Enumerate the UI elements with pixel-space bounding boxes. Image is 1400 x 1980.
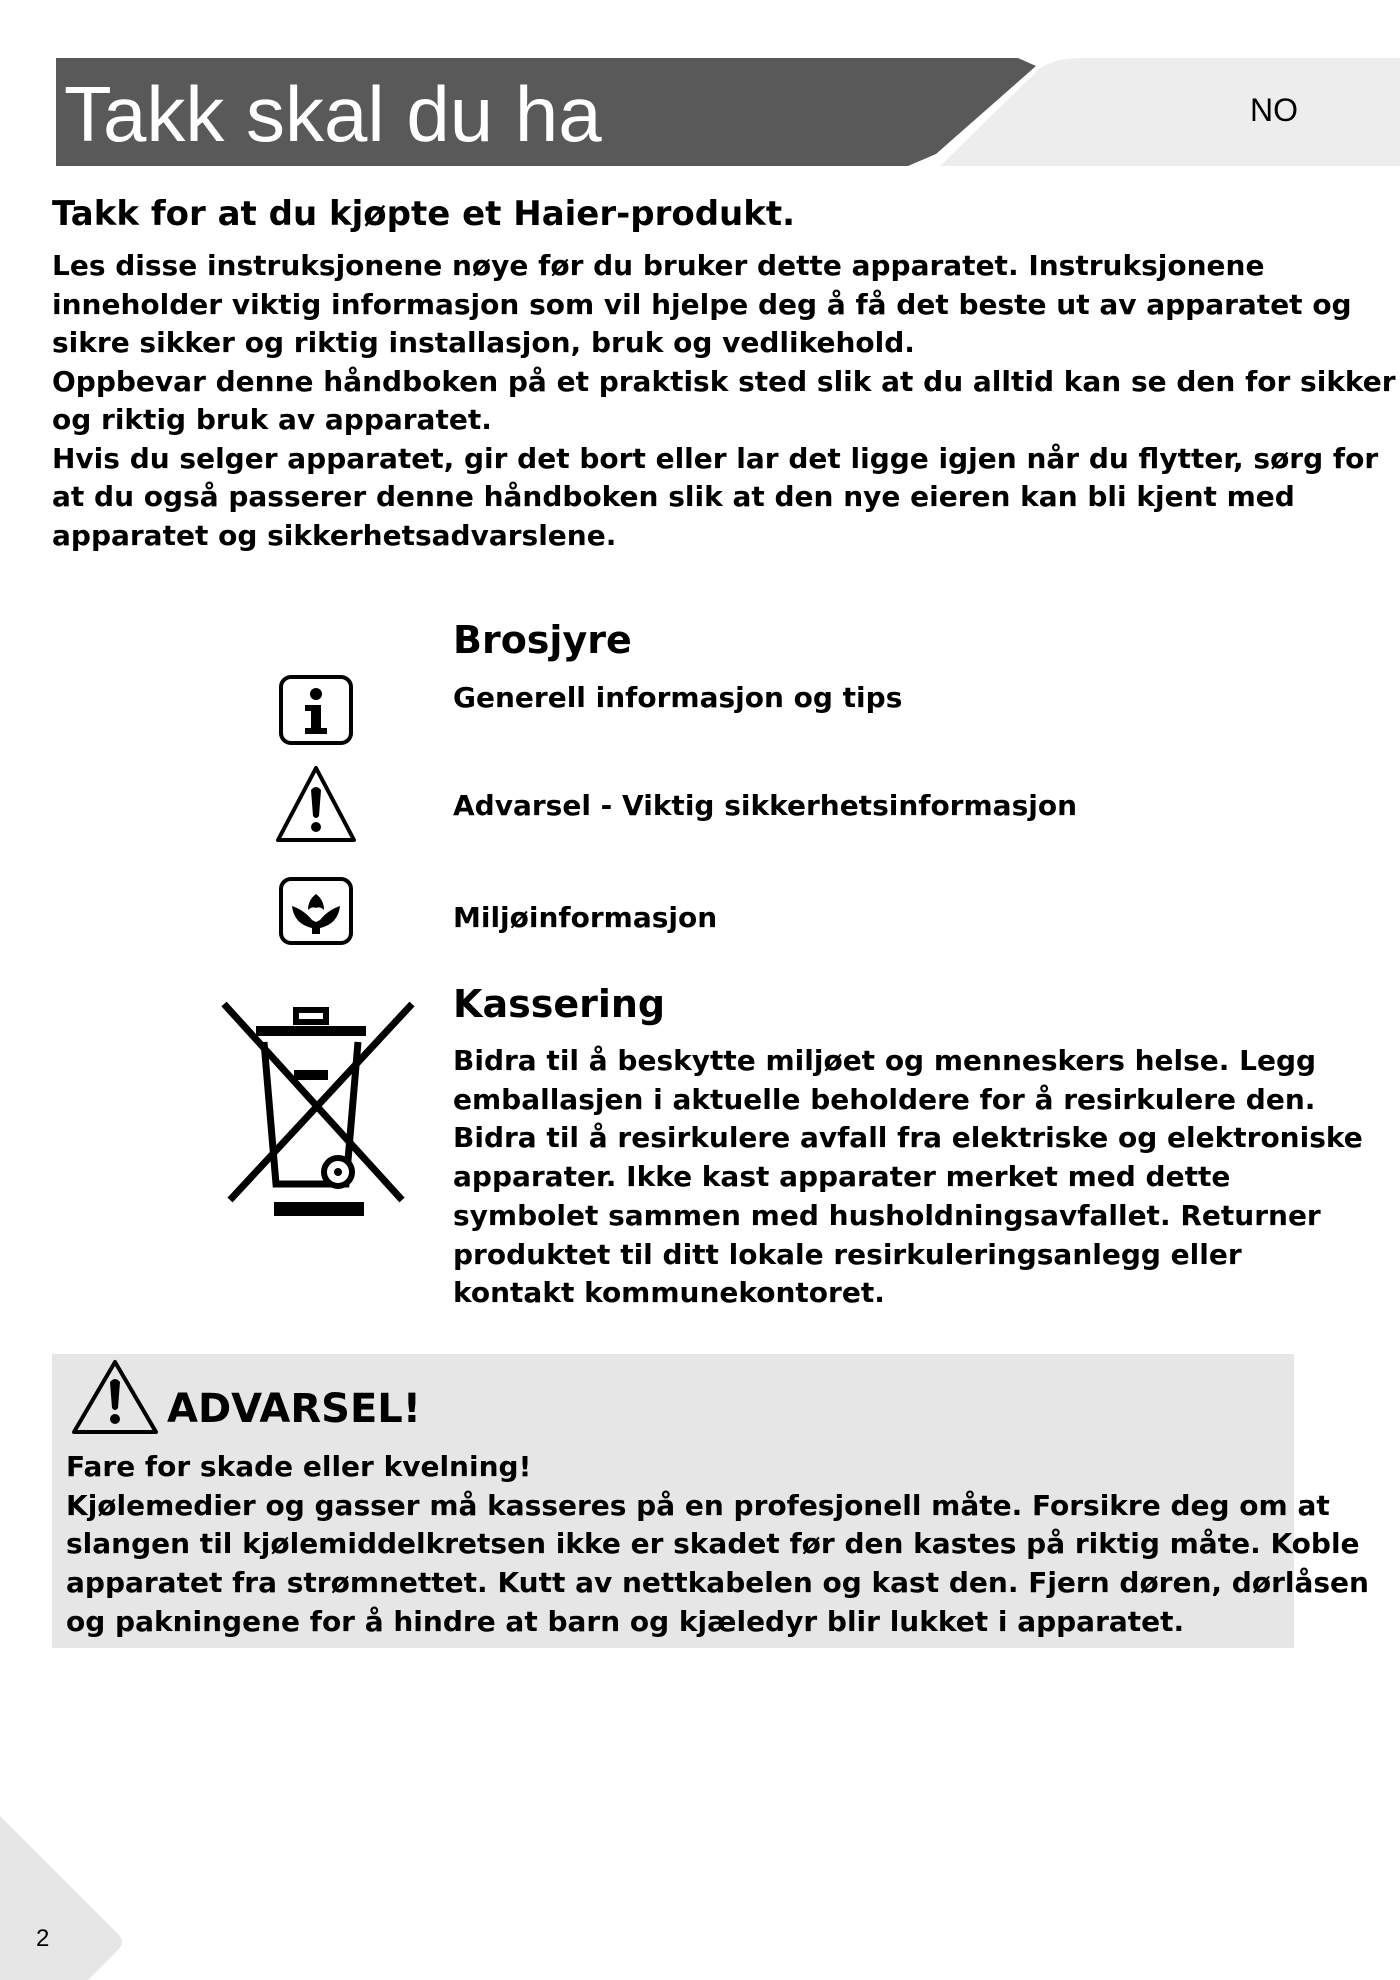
warning-title: ADVARSEL! bbox=[167, 1386, 422, 1432]
warning-line: og pakningene for å hindre at barn og kjæledyr blir lukket i apparatet. bbox=[66, 1604, 1185, 1638]
language-tab bbox=[940, 58, 1400, 166]
warning-line: Kjølemedier og gasser må kasseres på en profesjonell måte. Forsikre deg om at bbox=[66, 1488, 1330, 1522]
disposal-body bbox=[453, 1042, 1363, 1313]
legend-info-label: Generell informasjon og tips bbox=[453, 681, 903, 714]
intro-line: Oppbevar denne håndboken på et praktisk sted slik at du alltid kan se den for sikker bbox=[52, 364, 1396, 398]
language-code: NO bbox=[1250, 92, 1298, 128]
intro-line: at du også passerer denne håndboken slik at den nye eieren kan bli kjent med bbox=[52, 480, 1295, 513]
corner-decoration bbox=[0, 1810, 130, 1980]
legend-warning-label: Advarsel - Viktig sikkerhetsinformasjon bbox=[453, 789, 1077, 822]
disposal-line: kontakt kommunekontoret. bbox=[453, 1276, 885, 1310]
intro-body bbox=[52, 247, 1396, 555]
warning-line: apparatet fra strømnettet. Kutt av nettkabelen og kast den. Fjern døren, dørlåsen bbox=[66, 1566, 1369, 1600]
disposal-line: produktet til ditt lokale resirkuleringsanlegg eller bbox=[453, 1237, 1242, 1271]
disposal-line: symbolet sammen med husholdningsavfallet. Returner bbox=[453, 1198, 1321, 1232]
warning-icon bbox=[274, 764, 358, 844]
disposal-line: apparater. Ikke kast apparater merket med dette bbox=[453, 1160, 1231, 1194]
intro-line: Hvis du selger apparatet, gir det bort eller lar det ligge igjen når du flytter, sørg for bbox=[52, 441, 1379, 475]
warning-icon bbox=[70, 1358, 160, 1436]
intro-line: sikre sikker og riktig installasjon, bruk og vedlikehold. bbox=[52, 326, 915, 359]
page-title: Takk skal du ha bbox=[64, 70, 602, 158]
intro-line: apparatet og sikkerhetsadvarslene. bbox=[52, 518, 617, 552]
disposal-heading: Kassering bbox=[453, 982, 666, 1026]
page-number: 2 bbox=[36, 1925, 50, 1952]
disposal-line: Bidra til å resirkulere avfall fra elektriske og elektroniske bbox=[453, 1121, 1363, 1155]
intro-line: Les disse instruksjonene nøye før du bruker dette apparatet. Instruksjonene bbox=[52, 249, 1265, 282]
brochure-heading: Brosjyre bbox=[453, 618, 632, 662]
warning-line: slangen til kjølemiddelkretsen ikke er skadet før den kastes på riktig måte. Koble bbox=[66, 1527, 1360, 1561]
crossed-bin-icon bbox=[216, 1000, 416, 1236]
disposal-line: emballasjen i aktuelle beholdere for å resirkulere den. bbox=[453, 1082, 1316, 1116]
intro-heading: Takk for at du kjøpte et Haier-produkt. bbox=[52, 194, 796, 234]
info-icon bbox=[278, 674, 354, 746]
disposal-line: Bidra til å beskytte miljøet og menneskers helse. Legg bbox=[453, 1044, 1317, 1077]
intro-line: og riktig bruk av apparatet. bbox=[52, 403, 492, 436]
intro-line: inneholder viktig informasjon som vil hjelpe deg å få det beste ut av apparatet og bbox=[52, 287, 1352, 321]
legend-environment-label: Miljøinformasjon bbox=[453, 901, 718, 934]
environment-icon bbox=[278, 876, 354, 946]
warning-body bbox=[66, 1448, 1369, 1642]
warning-line: Fare for skade eller kvelning! bbox=[66, 1450, 532, 1483]
